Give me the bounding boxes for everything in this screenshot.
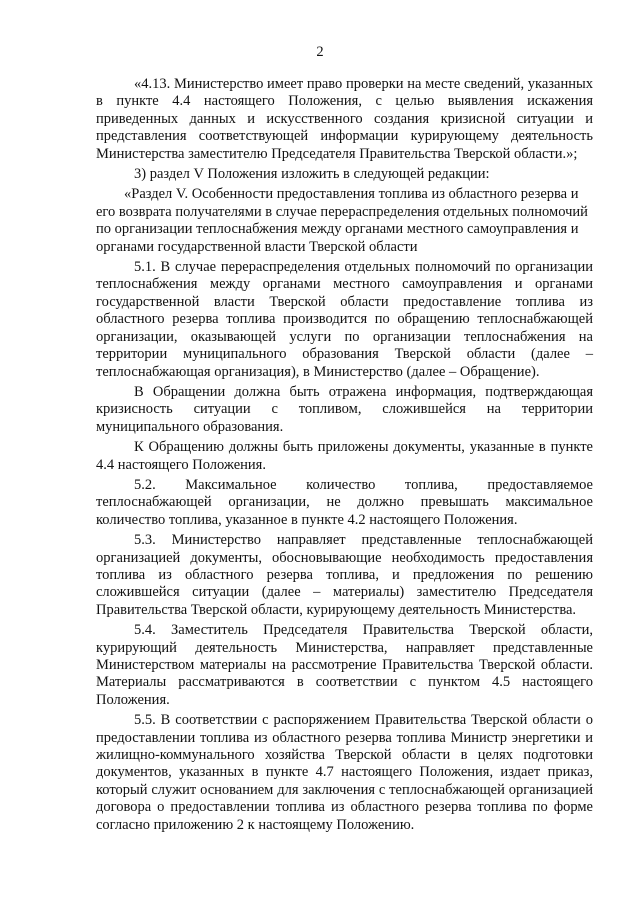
paragraph-5-4: 5.4. Заместитель Председателя Правительства Тверской области, курирующий деятельность Министерства, направляет представленные Министерством материалы на рассмотрение Правительства Тверской области. Материалы рассматриваются в соответствии с пунктом 4.5 настоящего Положения. bbox=[96, 622, 593, 708]
paragraph-item-3: 3) раздел V Положения изложить в следующей редакции: bbox=[134, 166, 490, 183]
section-v-heading: «Раздел V. Особенности предоставления топлива из областного резерва и его возврата получателями в случае перераспределения отдельных полномочий по организации теплоснабжения между органами местного самоуправления и органами государственной власти Тверской области bbox=[96, 186, 588, 255]
document-body bbox=[96, 76, 593, 837]
paragraph-5-5: 5.5. В соответствии с распоряжением Правительства Тверской области о предоставлении топлива из областного резерва топлива Министр энергетики и жилищно-коммунального хозяйства Тверской области в целях подготовки документов, указанных в пункте 4.7 настоящего Положения, издает приказ, который служит основанием для заключения с теплоснабжающей организацией договора о предоставлении топлива из областного резерва топлива по форме согласно приложению 2 к настоящему Положению. bbox=[96, 712, 593, 833]
paragraph-5-2: 5.2. Максимальное количество топлива, предоставляемое теплоснабжающей организации, не должно превышать максимальное количество топлива, указанное в пункте 4.2 настоящего Положения. bbox=[96, 476, 593, 528]
paragraph-5-1: 5.1. В случае перераспределения отдельных полномочий по организации теплоснабжения между органами местного самоуправления и органами государственной власти Тверской области предоставление топлива из областного резерва топлива производится по обращению теплоснабжающей организации, оказывающей услуги по организации теплоснабжения на территории муниципального образования Тверской области (далее – теплоснабжающая организация), в Министерство (далее – Обращение). bbox=[96, 259, 593, 380]
paragraph-appeal-info: В Обращении должна быть отражена информация, подтверждающая кризисность ситуации с топливом, сложившейся на территории муниципального образования. bbox=[96, 383, 593, 435]
paragraph-5-3: 5.3. Министерство направляет представленные теплоснабжающей организацией документы, обосновывающие необходимость предоставления топлива из областного резерва топлива, и предложения по решению сложившейся ситуации (далее – материалы) заместителю Председателя Правительства Тверской области, курирующему деятельность Министерства. bbox=[96, 532, 593, 618]
paragraph-appeal-documents: К Обращению должны быть приложены документы, указанные в пункте 4.4 настоящего Положения. bbox=[96, 439, 593, 473]
page-number: 2 bbox=[316, 44, 324, 60]
paragraph-4-13: «4.13. Министерство имеет право проверки на месте сведений, указанных в пункте 4.4 настоящего Положения, с целью выявления искажения приведенных данных и искусственного создания кризисной ситуации и представления соответствующей информации курирующему деятельность Министерства заместителю Председателя Правительства Тверской области.»; bbox=[96, 76, 593, 162]
